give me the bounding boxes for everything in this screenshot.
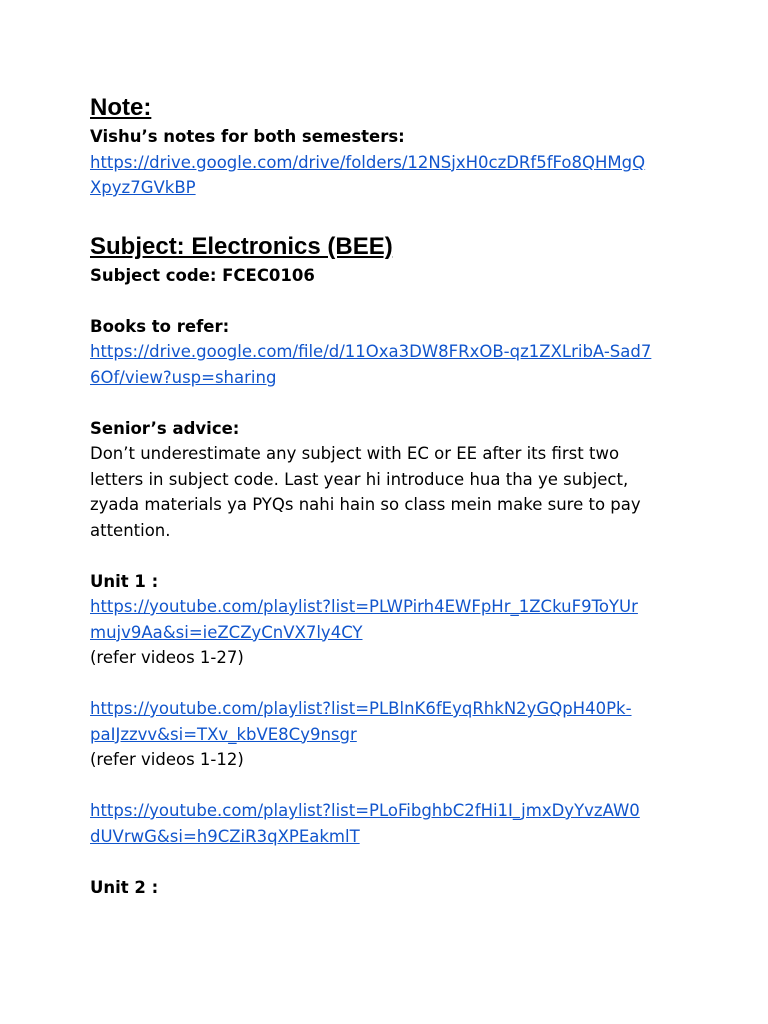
playlist-link-line-2[interactable]: dUVrwG&si=h9CZiR3qXPEakmlT — [90, 826, 360, 846]
books-label: Books to refer: — [90, 316, 230, 336]
playlist-note: (refer videos 1-12) — [90, 750, 244, 769]
playlist-note: (refer videos 1-27) — [90, 648, 244, 667]
subject-code: Subject code: FCEC0106 — [90, 265, 315, 285]
subject-heading: Subject: Electronics (BEE) — [90, 232, 393, 260]
advice-line: zyada materials ya PYQs nahi hain so class mein make sure to pay — [90, 495, 641, 514]
notes-label: Vishu’s notes for both semesters: — [90, 127, 405, 146]
playlist-link[interactable] — [90, 696, 690, 747]
notes-link-line-2[interactable]: Xpyz7GVkBP — [90, 178, 196, 197]
unit-1-resource-2 — [90, 696, 690, 773]
advice-paragraph — [90, 441, 690, 543]
advice-line: attention. — [90, 520, 171, 540]
unit-1-resource-3 — [90, 798, 690, 849]
notes-link-line-1[interactable]: https://drive.google.com/drive/folders/12NSjxH0czDRf5fFo8QHMgQ — [90, 152, 646, 172]
unit-2-label: Unit 2 : — [90, 877, 159, 897]
unit-1-label: Unit 1 : — [90, 571, 159, 591]
document-content — [90, 92, 690, 900]
books-link-line-2[interactable]: 6Of/view?usp=sharing — [90, 367, 277, 387]
unit-1-resource-1 — [90, 594, 690, 671]
advice-label: Senior’s advice: — [90, 418, 240, 438]
books-link-line-1[interactable]: https://drive.google.com/file/d/11Oxa3DW8FRxOB-qz1ZXLribA-Sad7 — [90, 342, 652, 361]
playlist-link[interactable] — [90, 798, 690, 849]
advice-line: Don’t underestimate any subject with EC or EE after its first two — [90, 444, 620, 463]
playlist-link-line-1[interactable]: https://youtube.com/playlist?list=PLoFibghbC2fHi1I_jmxDyYvzAW0 — [90, 801, 640, 820]
playlist-link-line-1[interactable]: https://youtube.com/playlist?list=PLWPirh4EWFpHr_1ZCkuF9ToYUr — [90, 597, 638, 616]
playlist-link-line-1[interactable]: https://youtube.com/playlist?list=PLBlnK6fEyqRhkN2yGQpH40Pk- — [90, 699, 632, 718]
notes-link[interactable] — [90, 150, 690, 201]
advice-line: letters in subject code. Last year hi introduce hua tha ye subject, — [90, 469, 629, 489]
note-heading: Note: — [90, 94, 152, 121]
playlist-link-line-2[interactable]: mujv9Aa&si=ieZCZyCnVX7ly4CY — [90, 622, 363, 642]
playlist-link[interactable] — [90, 594, 690, 645]
playlist-link-line-2[interactable]: paIJzzvv&si=TXv_kbVE8Cy9nsgr — [90, 724, 357, 744]
books-link[interactable] — [90, 339, 690, 390]
